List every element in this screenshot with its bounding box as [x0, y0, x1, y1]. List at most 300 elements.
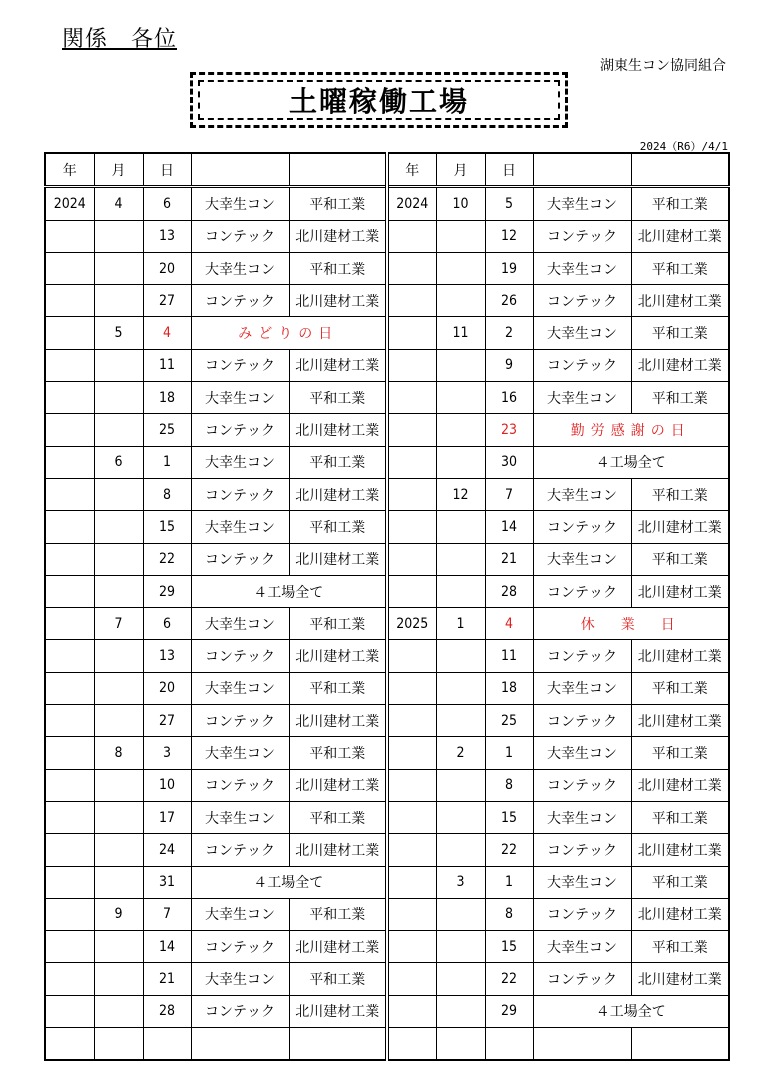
factory-cell: 大幸生コン — [191, 252, 289, 284]
column-header: 月 — [436, 153, 485, 187]
year-cell — [45, 672, 94, 704]
table-row — [45, 543, 729, 575]
day-cell: 4 — [143, 317, 191, 349]
factory-cell: コンテック — [533, 640, 631, 672]
year-cell — [387, 446, 436, 478]
column-header — [191, 153, 289, 187]
year-cell — [45, 446, 94, 478]
factory-cell: 北川建材工業 — [631, 898, 729, 930]
year-cell — [387, 995, 436, 1027]
day-cell: 25 — [485, 705, 533, 737]
day-cell: 21 — [143, 963, 191, 995]
factory-cell: コンテック — [191, 220, 289, 252]
day-cell: 22 — [485, 963, 533, 995]
day-cell: 26 — [485, 285, 533, 317]
day-cell: 1 — [485, 737, 533, 769]
factory-cell: 平和工業 — [289, 382, 387, 414]
factory-cell: コンテック — [191, 640, 289, 672]
factory-cell: 平和工業 — [631, 931, 729, 963]
month-cell — [94, 672, 143, 704]
factory-cell: 平和工業 — [289, 963, 387, 995]
day-cell: 20 — [143, 252, 191, 284]
factory-cell: 北川建材工業 — [631, 963, 729, 995]
year-cell — [387, 769, 436, 801]
month-cell — [436, 834, 485, 866]
month-cell: 5 — [94, 317, 143, 349]
day-cell: 29 — [485, 995, 533, 1027]
month-cell — [436, 769, 485, 801]
month-cell — [94, 349, 143, 381]
factory-cell: 大幸生コン — [191, 963, 289, 995]
year-cell — [45, 220, 94, 252]
day-cell: 18 — [485, 672, 533, 704]
day-cell: 14 — [485, 511, 533, 543]
factory-cell: 北川建材工業 — [631, 575, 729, 607]
factory-cell: 北川建材工業 — [631, 511, 729, 543]
title-frame — [190, 72, 568, 128]
day-cell: 8 — [485, 769, 533, 801]
factory-cell: 平和工業 — [289, 737, 387, 769]
year-cell: 2024 — [387, 187, 436, 220]
factory-cell: 大幸生コン — [533, 187, 631, 220]
month-cell — [436, 640, 485, 672]
day-cell: 11 — [143, 349, 191, 381]
month-cell: 10 — [436, 187, 485, 220]
factory-cell: 平和工業 — [631, 737, 729, 769]
header-row — [45, 153, 729, 187]
table-row — [45, 1028, 729, 1061]
factory-cell: 平和工業 — [289, 608, 387, 640]
table-row — [45, 187, 729, 220]
factory-cell: 大幸生コン — [191, 737, 289, 769]
factory-cell: コンテック — [533, 898, 631, 930]
table-row — [45, 672, 729, 704]
table-row — [45, 575, 729, 607]
day-cell: 21 — [485, 543, 533, 575]
schedule-table — [44, 152, 730, 1061]
holiday-label: みどりの日 — [191, 317, 387, 349]
factory-cell: 平和工業 — [631, 317, 729, 349]
day-cell: 14 — [143, 931, 191, 963]
day-cell: 3 — [143, 737, 191, 769]
month-cell: 1 — [436, 608, 485, 640]
factory-cell: 平和工業 — [631, 187, 729, 220]
table-row — [45, 834, 729, 866]
factory-cell: 北川建材工業 — [631, 705, 729, 737]
all-factories-label: ４工場全て — [533, 446, 729, 478]
day-cell: 8 — [485, 898, 533, 930]
factory-cell: コンテック — [191, 931, 289, 963]
table-row — [45, 801, 729, 833]
all-factories-label: ４工場全て — [191, 575, 387, 607]
factory-cell: コンテック — [533, 349, 631, 381]
factory-cell: コンテック — [191, 285, 289, 317]
month-cell: 8 — [94, 737, 143, 769]
table-row — [45, 640, 729, 672]
table-row — [45, 285, 729, 317]
factory-cell: コンテック — [191, 705, 289, 737]
day-cell: 1 — [485, 866, 533, 898]
table-row — [45, 769, 729, 801]
factory-cell: 大幸生コン — [191, 672, 289, 704]
month-cell — [436, 931, 485, 963]
column-header: 月 — [94, 153, 143, 187]
day-cell: 5 — [485, 187, 533, 220]
month-cell — [436, 511, 485, 543]
year-cell — [45, 414, 94, 446]
factory-cell: 北川建材工業 — [631, 769, 729, 801]
day-cell: 28 — [143, 995, 191, 1027]
year-cell — [45, 801, 94, 833]
year-cell — [45, 737, 94, 769]
factory-cell: コンテック — [533, 705, 631, 737]
day-cell: 27 — [143, 705, 191, 737]
factory-cell: コンテック — [533, 963, 631, 995]
month-cell — [94, 414, 143, 446]
month-cell — [94, 769, 143, 801]
month-cell — [436, 705, 485, 737]
year-cell — [387, 931, 436, 963]
factory-cell: 北川建材工業 — [631, 220, 729, 252]
factory-cell: 北川建材工業 — [289, 285, 387, 317]
factory-cell: 北川建材工業 — [289, 220, 387, 252]
table-row — [45, 995, 729, 1027]
day-cell: 8 — [143, 478, 191, 510]
year-cell — [387, 672, 436, 704]
page-title: 土曜稼働工場 — [288, 85, 469, 118]
table-row — [45, 317, 729, 349]
column-header: 年 — [387, 153, 436, 187]
table-row — [45, 737, 729, 769]
factory-cell: 北川建材工業 — [289, 931, 387, 963]
factory-cell: 平和工業 — [631, 543, 729, 575]
month-cell: 6 — [94, 446, 143, 478]
factory-cell: 平和工業 — [631, 866, 729, 898]
day-cell: 7 — [485, 478, 533, 510]
year-cell — [387, 705, 436, 737]
year-cell — [387, 252, 436, 284]
factory-cell: 北川建材工業 — [289, 705, 387, 737]
factory-cell: 北川建材工業 — [289, 349, 387, 381]
year-cell — [45, 543, 94, 575]
month-cell — [94, 478, 143, 510]
month-cell — [436, 575, 485, 607]
year-cell — [45, 1028, 94, 1061]
day-cell — [485, 1028, 533, 1061]
month-cell: 3 — [436, 866, 485, 898]
table-row — [45, 898, 729, 930]
factory-cell — [533, 1028, 631, 1061]
year-cell — [387, 349, 436, 381]
factory-cell: 大幸生コン — [191, 446, 289, 478]
month-cell — [436, 1028, 485, 1061]
day-cell: 31 — [143, 866, 191, 898]
factory-cell: 大幸生コン — [533, 866, 631, 898]
month-cell — [436, 414, 485, 446]
year-cell — [45, 640, 94, 672]
factory-cell: 平和工業 — [631, 382, 729, 414]
table-row — [45, 511, 729, 543]
year-cell — [45, 995, 94, 1027]
month-cell — [436, 220, 485, 252]
year-cell — [387, 640, 436, 672]
factory-cell: コンテック — [191, 478, 289, 510]
table-row — [45, 608, 729, 640]
factory-cell: コンテック — [191, 349, 289, 381]
month-cell: 9 — [94, 898, 143, 930]
month-cell — [94, 1028, 143, 1061]
day-cell: 19 — [485, 252, 533, 284]
table-row — [45, 414, 729, 446]
year-cell — [387, 220, 436, 252]
day-cell: 10 — [143, 769, 191, 801]
day-cell — [143, 1028, 191, 1061]
day-cell: 15 — [485, 931, 533, 963]
month-cell — [94, 801, 143, 833]
day-cell: 29 — [143, 575, 191, 607]
day-cell: 15 — [143, 511, 191, 543]
factory-cell: 北川建材工業 — [289, 769, 387, 801]
factory-cell: 北川建材工業 — [289, 834, 387, 866]
month-cell — [94, 511, 143, 543]
day-cell: 6 — [143, 608, 191, 640]
month-cell — [94, 575, 143, 607]
year-cell — [387, 898, 436, 930]
month-cell — [436, 801, 485, 833]
day-cell: 16 — [485, 382, 533, 414]
factory-cell: コンテック — [533, 285, 631, 317]
addressee: 関係 各位 — [62, 27, 178, 52]
table-row — [45, 382, 729, 414]
year-cell — [45, 349, 94, 381]
factory-cell: 大幸生コン — [533, 931, 631, 963]
month-cell — [436, 898, 485, 930]
year-cell — [387, 511, 436, 543]
month-cell: 11 — [436, 317, 485, 349]
factory-cell: コンテック — [533, 834, 631, 866]
day-cell: 22 — [143, 543, 191, 575]
day-cell: 27 — [143, 285, 191, 317]
factory-cell: コンテック — [191, 995, 289, 1027]
factory-cell: 大幸生コン — [533, 672, 631, 704]
month-cell — [436, 349, 485, 381]
month-cell — [94, 931, 143, 963]
month-cell: 2 — [436, 737, 485, 769]
factory-cell: 平和工業 — [631, 801, 729, 833]
day-cell: 13 — [143, 640, 191, 672]
year-cell — [387, 866, 436, 898]
organization-name: 湖東生コン協同組合 — [600, 58, 726, 74]
day-cell: 28 — [485, 575, 533, 607]
factory-cell: 平和工業 — [631, 252, 729, 284]
month-cell — [94, 705, 143, 737]
table-row — [45, 931, 729, 963]
year-cell — [45, 478, 94, 510]
day-cell: 23 — [485, 414, 533, 446]
factory-cell: コンテック — [191, 543, 289, 575]
factory-cell: 大幸生コン — [533, 737, 631, 769]
month-cell — [436, 963, 485, 995]
factory-cell: 大幸生コン — [533, 801, 631, 833]
month-cell — [436, 252, 485, 284]
column-header: 年 — [45, 153, 94, 187]
factory-cell: 北川建材工業 — [631, 640, 729, 672]
day-cell: 4 — [485, 608, 533, 640]
all-factories-label: ４工場全て — [191, 866, 387, 898]
factory-cell: 平和工業 — [289, 252, 387, 284]
month-cell — [94, 220, 143, 252]
factory-cell: 大幸生コン — [533, 543, 631, 575]
month-cell: 4 — [94, 187, 143, 220]
table-row — [45, 866, 729, 898]
month-cell — [436, 285, 485, 317]
day-cell: 1 — [143, 446, 191, 478]
table-row — [45, 446, 729, 478]
factory-cell: 平和工業 — [289, 187, 387, 220]
factory-cell — [191, 1028, 289, 1061]
factory-cell: 大幸生コン — [191, 608, 289, 640]
factory-cell: 大幸生コン — [191, 801, 289, 833]
month-cell — [436, 543, 485, 575]
month-cell — [436, 382, 485, 414]
year-cell — [387, 478, 436, 510]
factory-cell: 北川建材工業 — [631, 349, 729, 381]
factory-cell: 北川建材工業 — [289, 640, 387, 672]
year-cell — [387, 575, 436, 607]
year-cell — [45, 252, 94, 284]
month-cell: 12 — [436, 478, 485, 510]
month-cell: 7 — [94, 608, 143, 640]
factory-cell: コンテック — [191, 834, 289, 866]
year-cell — [387, 963, 436, 995]
year-cell — [45, 963, 94, 995]
year-cell — [45, 866, 94, 898]
day-cell: 25 — [143, 414, 191, 446]
month-cell — [94, 640, 143, 672]
factory-cell: 平和工業 — [631, 478, 729, 510]
month-cell — [436, 995, 485, 1027]
day-cell: 18 — [143, 382, 191, 414]
month-cell — [436, 672, 485, 704]
factory-cell: 北川建材工業 — [631, 285, 729, 317]
factory-cell: 北川建材工業 — [289, 478, 387, 510]
factory-cell: 平和工業 — [631, 672, 729, 704]
table-row — [45, 478, 729, 510]
year-cell — [45, 834, 94, 866]
factory-cell: 平和工業 — [289, 511, 387, 543]
year-cell — [387, 1028, 436, 1061]
factory-cell — [631, 1028, 729, 1061]
holiday-label: 勤労感謝の日 — [533, 414, 729, 446]
factory-cell: 大幸生コン — [533, 317, 631, 349]
factory-cell: コンテック — [533, 769, 631, 801]
factory-cell: 平和工業 — [289, 898, 387, 930]
day-cell: 2 — [485, 317, 533, 349]
year-cell — [45, 285, 94, 317]
month-cell — [94, 963, 143, 995]
factory-cell: コンテック — [533, 575, 631, 607]
year-cell — [45, 931, 94, 963]
factory-cell — [289, 1028, 387, 1061]
factory-cell: 大幸生コン — [191, 898, 289, 930]
month-cell — [94, 543, 143, 575]
year-cell — [45, 511, 94, 543]
month-cell — [436, 446, 485, 478]
column-header: 日 — [485, 153, 533, 187]
day-cell: 7 — [143, 898, 191, 930]
factory-cell: 大幸生コン — [533, 252, 631, 284]
factory-cell: 北川建材工業 — [631, 834, 729, 866]
table-row — [45, 963, 729, 995]
column-header — [289, 153, 387, 187]
year-cell — [387, 737, 436, 769]
year-cell: 2024 — [45, 187, 94, 220]
factory-cell: 北川建材工業 — [289, 414, 387, 446]
day-cell: 13 — [143, 220, 191, 252]
factory-cell: 大幸生コン — [191, 511, 289, 543]
table-row — [45, 252, 729, 284]
year-cell — [387, 543, 436, 575]
factory-cell: 大幸生コン — [533, 478, 631, 510]
month-cell — [94, 285, 143, 317]
day-cell: 24 — [143, 834, 191, 866]
year-cell — [387, 382, 436, 414]
month-cell — [94, 252, 143, 284]
factory-cell: 平和工業 — [289, 801, 387, 833]
day-cell: 6 — [143, 187, 191, 220]
year-cell — [387, 317, 436, 349]
day-cell: 11 — [485, 640, 533, 672]
day-cell: 17 — [143, 801, 191, 833]
holiday-label: 休 業 日 — [533, 608, 729, 640]
table-row — [45, 705, 729, 737]
factory-cell: 平和工業 — [289, 672, 387, 704]
issue-date: 2024（R6）/4/1 — [639, 140, 728, 153]
factory-cell: コンテック — [191, 769, 289, 801]
factory-cell: 北川建材工業 — [289, 543, 387, 575]
year-cell — [387, 834, 436, 866]
year-cell — [387, 285, 436, 317]
factory-cell: 大幸生コン — [533, 382, 631, 414]
year-cell — [45, 382, 94, 414]
year-cell — [45, 317, 94, 349]
day-cell: 20 — [143, 672, 191, 704]
all-factories-label: ４工場全て — [533, 995, 729, 1027]
factory-cell: 大幸生コン — [191, 382, 289, 414]
year-cell — [45, 705, 94, 737]
day-cell: 15 — [485, 801, 533, 833]
column-header: 日 — [143, 153, 191, 187]
factory-cell: コンテック — [533, 511, 631, 543]
table-row — [45, 349, 729, 381]
column-header — [533, 153, 631, 187]
year-cell — [45, 575, 94, 607]
column-header — [631, 153, 729, 187]
year-cell — [45, 898, 94, 930]
day-cell: 9 — [485, 349, 533, 381]
month-cell — [94, 382, 143, 414]
factory-cell: 大幸生コン — [191, 187, 289, 220]
factory-cell: 平和工業 — [289, 446, 387, 478]
month-cell — [94, 995, 143, 1027]
year-cell — [45, 769, 94, 801]
year-cell — [45, 608, 94, 640]
month-cell — [94, 834, 143, 866]
day-cell: 30 — [485, 446, 533, 478]
month-cell — [94, 866, 143, 898]
day-cell: 12 — [485, 220, 533, 252]
table-row — [45, 220, 729, 252]
